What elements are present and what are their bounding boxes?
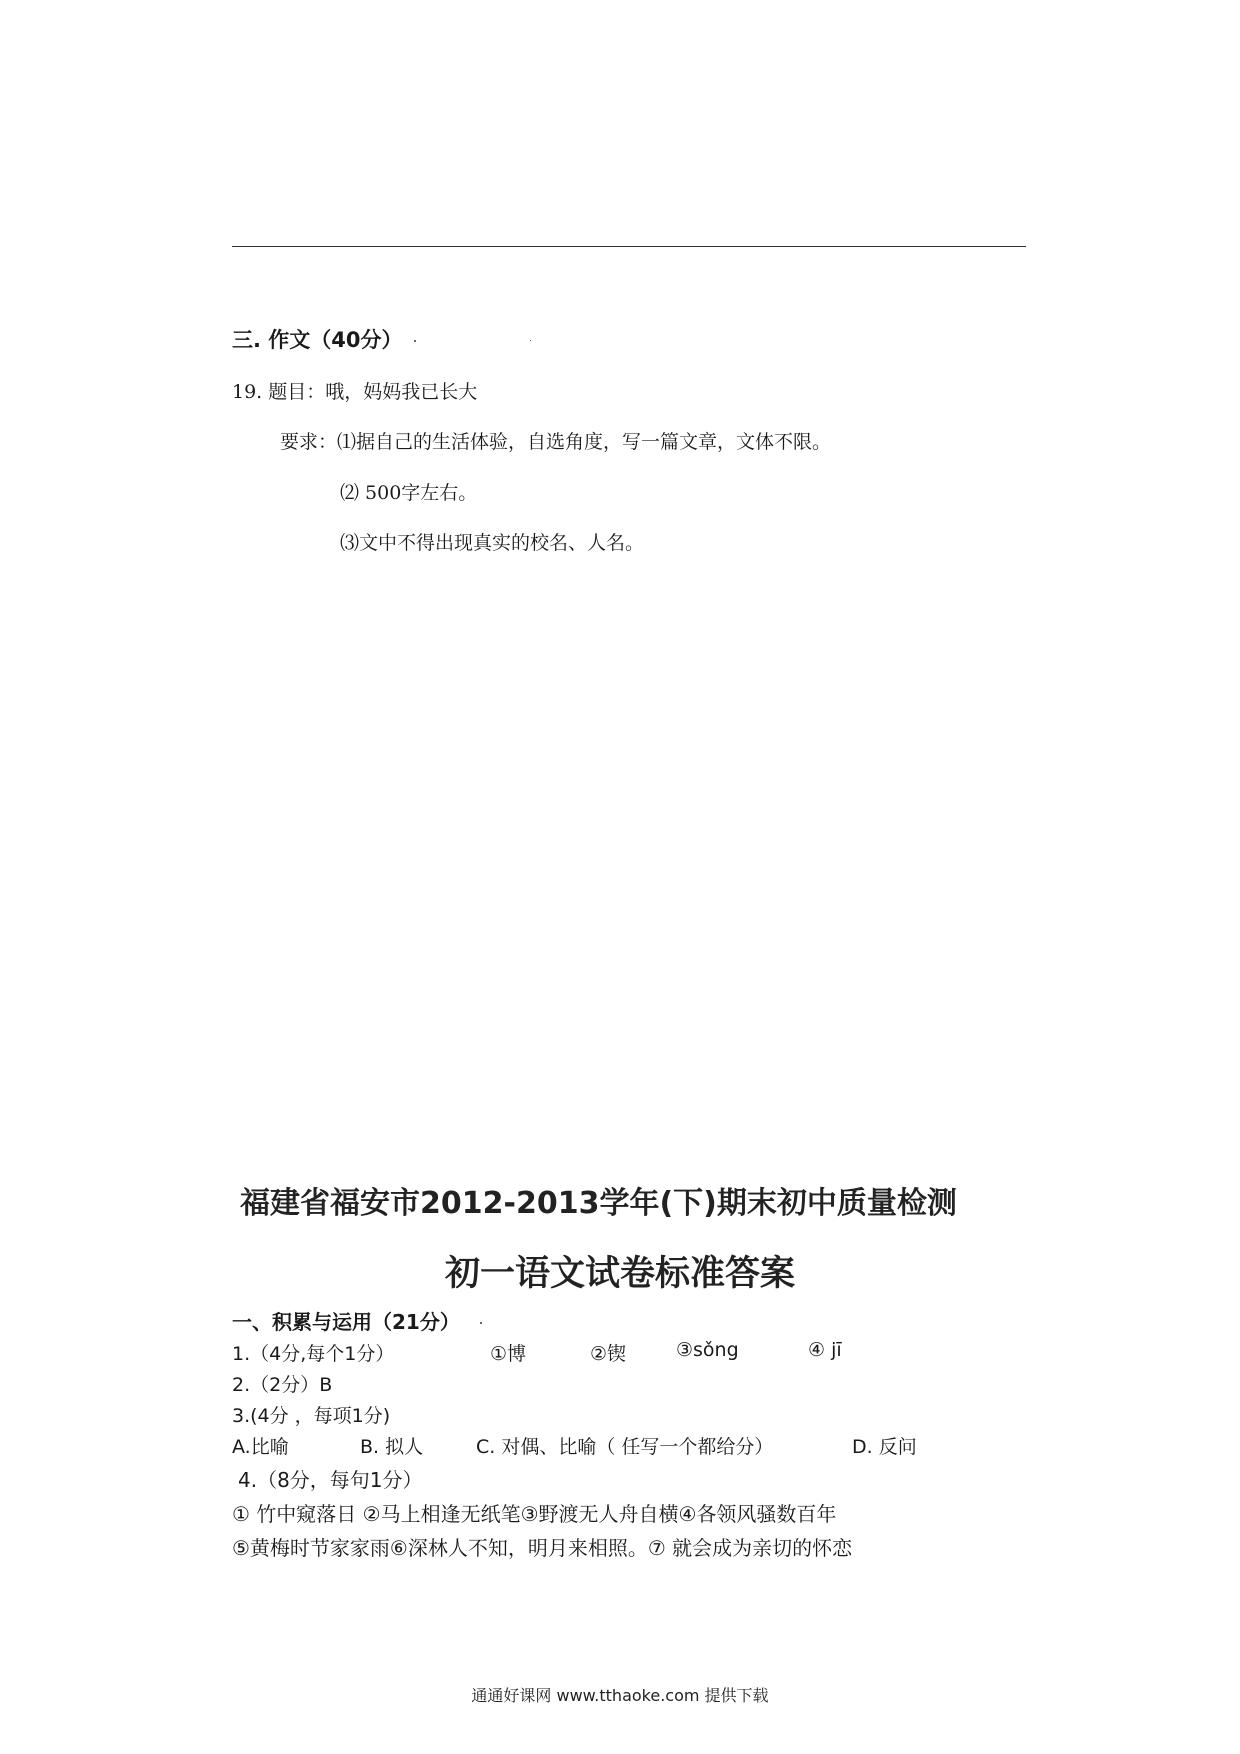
requirements-label: 要求： — [280, 431, 338, 453]
q3-answer: A.比喻 — [232, 1436, 289, 1458]
q4-answers-line1: ① 竹中窥落日 ②马上相逢无纸笔③野渡无人舟自横④各领风骚数百年 — [232, 1502, 837, 1526]
scan-speck — [530, 340, 531, 341]
essay-section-heading: 三. 作文（40分） — [232, 328, 403, 352]
essay-requirements — [280, 427, 831, 454]
q4-answers-line2: ⑤黄梅时节家家雨⑥深林人不知，明月来相照。⑦ 就会成为亲切的怀恋 — [232, 1536, 853, 1560]
q3-label: 3.(4分 ，每项1分) — [232, 1405, 391, 1427]
q3-answer: B. 拟人 — [360, 1436, 424, 1458]
top-divider-line — [232, 246, 1026, 247]
section1-heading: 一、积累与运用（21分） — [232, 1310, 460, 1334]
q1-answer: ④ jī — [808, 1339, 842, 1361]
scan-speck — [480, 1322, 482, 1324]
requirement-item: ⑶文中不得出现真实的校名、人名。 — [340, 532, 645, 554]
requirement-item: ⑴据自己的生活体验，自选角度，写一篇文章，文体不限。 — [337, 431, 832, 453]
page-footer: 通通好课网 www.tthaoke.com 提供下载 — [471, 1686, 769, 1705]
scan-speck — [414, 340, 416, 342]
q1-answer: ③sǒng — [676, 1339, 739, 1361]
q3-answer: C. 对偶、比喻（ 任写一个都给分） — [476, 1436, 774, 1458]
q1-label: 1.（4分,每个1分） — [232, 1343, 395, 1365]
essay-question: 19. 题目：哦，妈妈我已长大 — [232, 381, 478, 403]
q3-answer: D. 反问 — [852, 1436, 917, 1458]
q1-answer: ②锲 — [590, 1343, 627, 1365]
answer-key-subtitle: 初一语文试卷标准答案 — [444, 1254, 795, 1294]
q4-label: 4.（8分，每句1分） — [238, 1468, 423, 1492]
answer-key-title: 福建省福安市2012-2013学年(下)期末初中质量检测 — [240, 1186, 957, 1221]
q2-answer: 2.（2分）B — [232, 1374, 333, 1396]
q1-answer: ①博 — [490, 1343, 527, 1365]
requirement-item: ⑵ 500字左右。 — [340, 482, 478, 504]
